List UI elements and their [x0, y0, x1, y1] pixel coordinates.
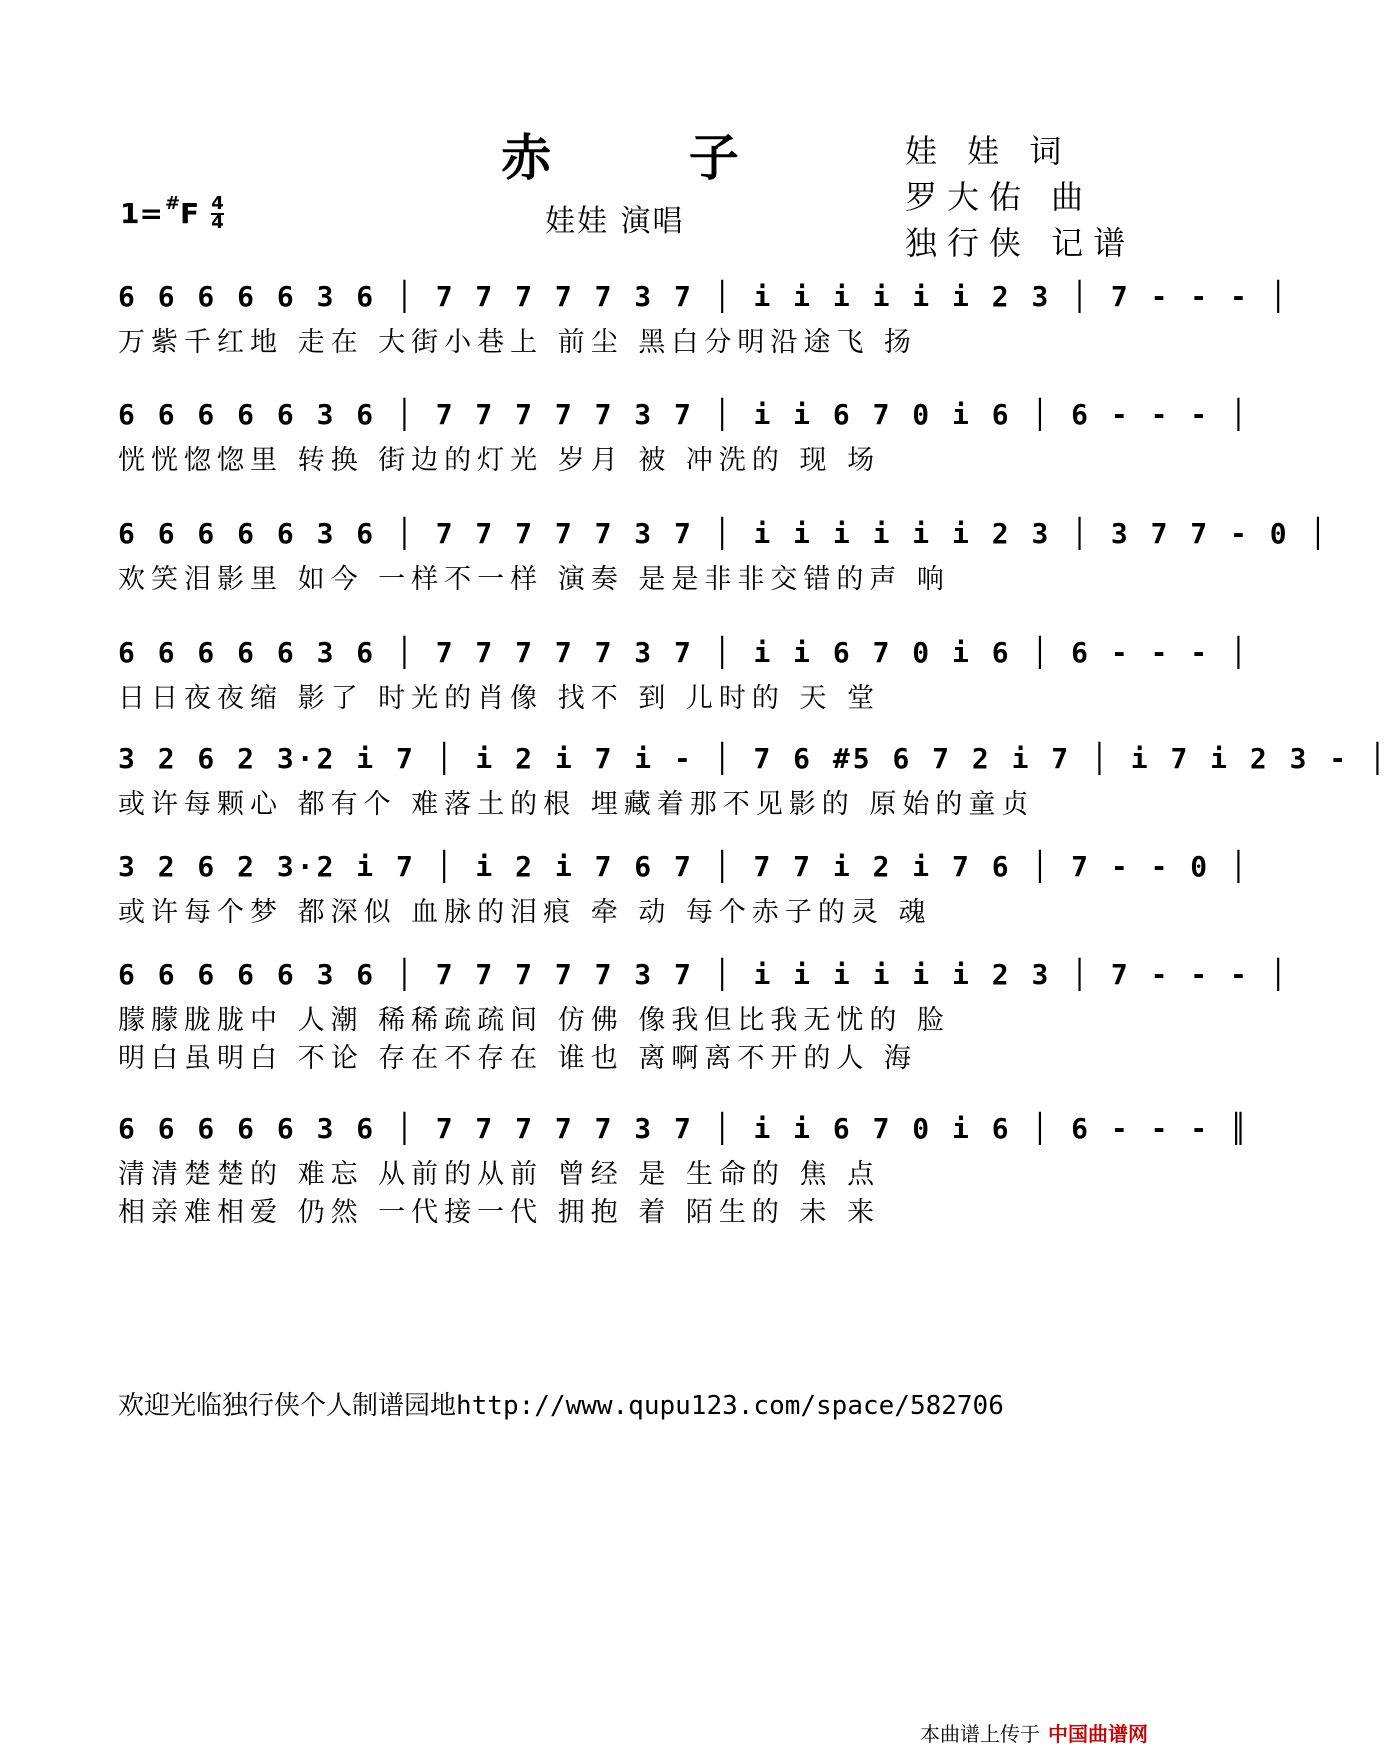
notes-line [118, 386, 1250, 442]
jianpu-notes: 3 2 6 2 3·2 i 7 │ i 2 i 7 i - │ 7 6 #5 6 7 2 i 7 │ i 7 i 2 3 - │ [118, 741, 1389, 775]
score-system [118, 730, 1389, 824]
watermark [920, 1718, 1148, 1747]
transcriber-credit: 独行侠 记谱 [905, 224, 1136, 262]
notes-line [118, 1100, 1250, 1156]
jianpu-notes: 6 6 6 6 6 3 6 │ 7 7 7 7 7 3 7 │ i i 6 7 0 i 6 │ 6 - - - ║ [118, 1111, 1250, 1145]
notes-line [118, 838, 1250, 894]
lyricist-credit: 娃 娃 词 [905, 132, 1072, 170]
time-signature [211, 193, 224, 233]
jianpu-notes: 6 6 6 6 6 3 6 │ 7 7 7 7 7 3 7 │ i i i i i i 2 3 │ 7 - - - │ [118, 279, 1290, 313]
lyric-line: 或许每颗心 都有个 难落土的根 埋藏着那不见影的 原始的童贞 [118, 789, 1035, 820]
notes-line [118, 505, 1330, 561]
credits-block [905, 128, 1135, 266]
lyric-line: 恍恍惚惚里 转换 街边的灯光 岁月 被 冲洗的 现 场 [118, 445, 881, 476]
key-signature [120, 193, 224, 233]
time-bottom: 4 [211, 212, 224, 233]
notes-line [118, 268, 1290, 324]
jianpu-notes: 6 6 6 6 6 3 6 │ 7 7 7 7 7 3 7 │ i i i i i i 2 3 │ 7 - - - │ [118, 957, 1290, 991]
score-system [118, 386, 1250, 480]
jianpu-notes: 6 6 6 6 6 3 6 │ 7 7 7 7 7 3 7 │ i i 6 7 0 i 6 │ 6 - - - │ [118, 397, 1250, 431]
score-system [118, 1100, 1250, 1232]
lyric-line: 日日夜夜缩 影了 时光的肖像 找不 到 儿时的 天 堂 [118, 683, 881, 714]
watermark-logo: 中国曲谱网 [1048, 1722, 1148, 1746]
lyric-line: 清清楚楚的 难忘 从前的从前 曾经 是 生命的 焦 点 [118, 1159, 881, 1190]
score-system [118, 268, 1290, 362]
sharp-sign: # [164, 193, 181, 214]
key-letter: F [180, 197, 200, 230]
lyric-line: 明白虽明白 不论 存在不存在 谁也 离啊离不开的人 海 [118, 1043, 917, 1074]
jianpu-notes: 6 6 6 6 6 3 6 │ 7 7 7 7 7 3 7 │ i i i i i i 2 3 │ 3 7 7 - 0 │ [118, 516, 1330, 550]
score-system [118, 946, 1290, 1078]
score-system [118, 838, 1250, 932]
time-top: 4 [211, 193, 224, 214]
key-prefix: 1= [120, 197, 163, 230]
jianpu-notes: 6 6 6 6 6 3 6 │ 7 7 7 7 7 3 7 │ i i 6 7 0 i 6 │ 6 - - - │ [118, 635, 1250, 669]
notes-line [118, 946, 1290, 1002]
lyric-line: 朦朦胧胧中 人潮 稀稀疏疏间 仿佛 像我但比我无忧的 脸 [118, 1005, 950, 1036]
watermark-text: 本曲谱上传于 [920, 1722, 1040, 1746]
composer-credit: 罗大佑 曲 [905, 178, 1094, 216]
footer-link-text: 欢迎光临独行侠个人制谱园地http://www.qupu123.com/space/582706 [118, 1391, 1004, 1421]
score-title: 赤 子 [501, 128, 799, 187]
notes-line [118, 730, 1389, 786]
jianpu-notes: 3 2 6 2 3·2 i 7 │ i 2 i 7 6 7 │ 7 7 i 2 i 7 6 │ 7 - - 0 │ [118, 849, 1250, 883]
lyric-line: 相亲难相爱 仍然 一代接一代 拥抱 着 陌生的 未 来 [118, 1197, 881, 1228]
notes-line [118, 624, 1250, 680]
lyric-line: 欢笑泪影里 如今 一样不一样 演奏 是是非非交错的声 响 [118, 564, 950, 595]
singer-credit: 娃娃 演唱 [545, 204, 685, 239]
lyric-line: 或许每个梦 都深似 血脉的泪痕 牵 动 每个赤子的灵 魂 [118, 897, 932, 928]
lyric-line: 万紫千红地 走在 大街小巷上 前尘 黑白分明沿途飞 扬 [118, 327, 917, 358]
score-system [118, 505, 1330, 599]
score-system [118, 624, 1250, 718]
